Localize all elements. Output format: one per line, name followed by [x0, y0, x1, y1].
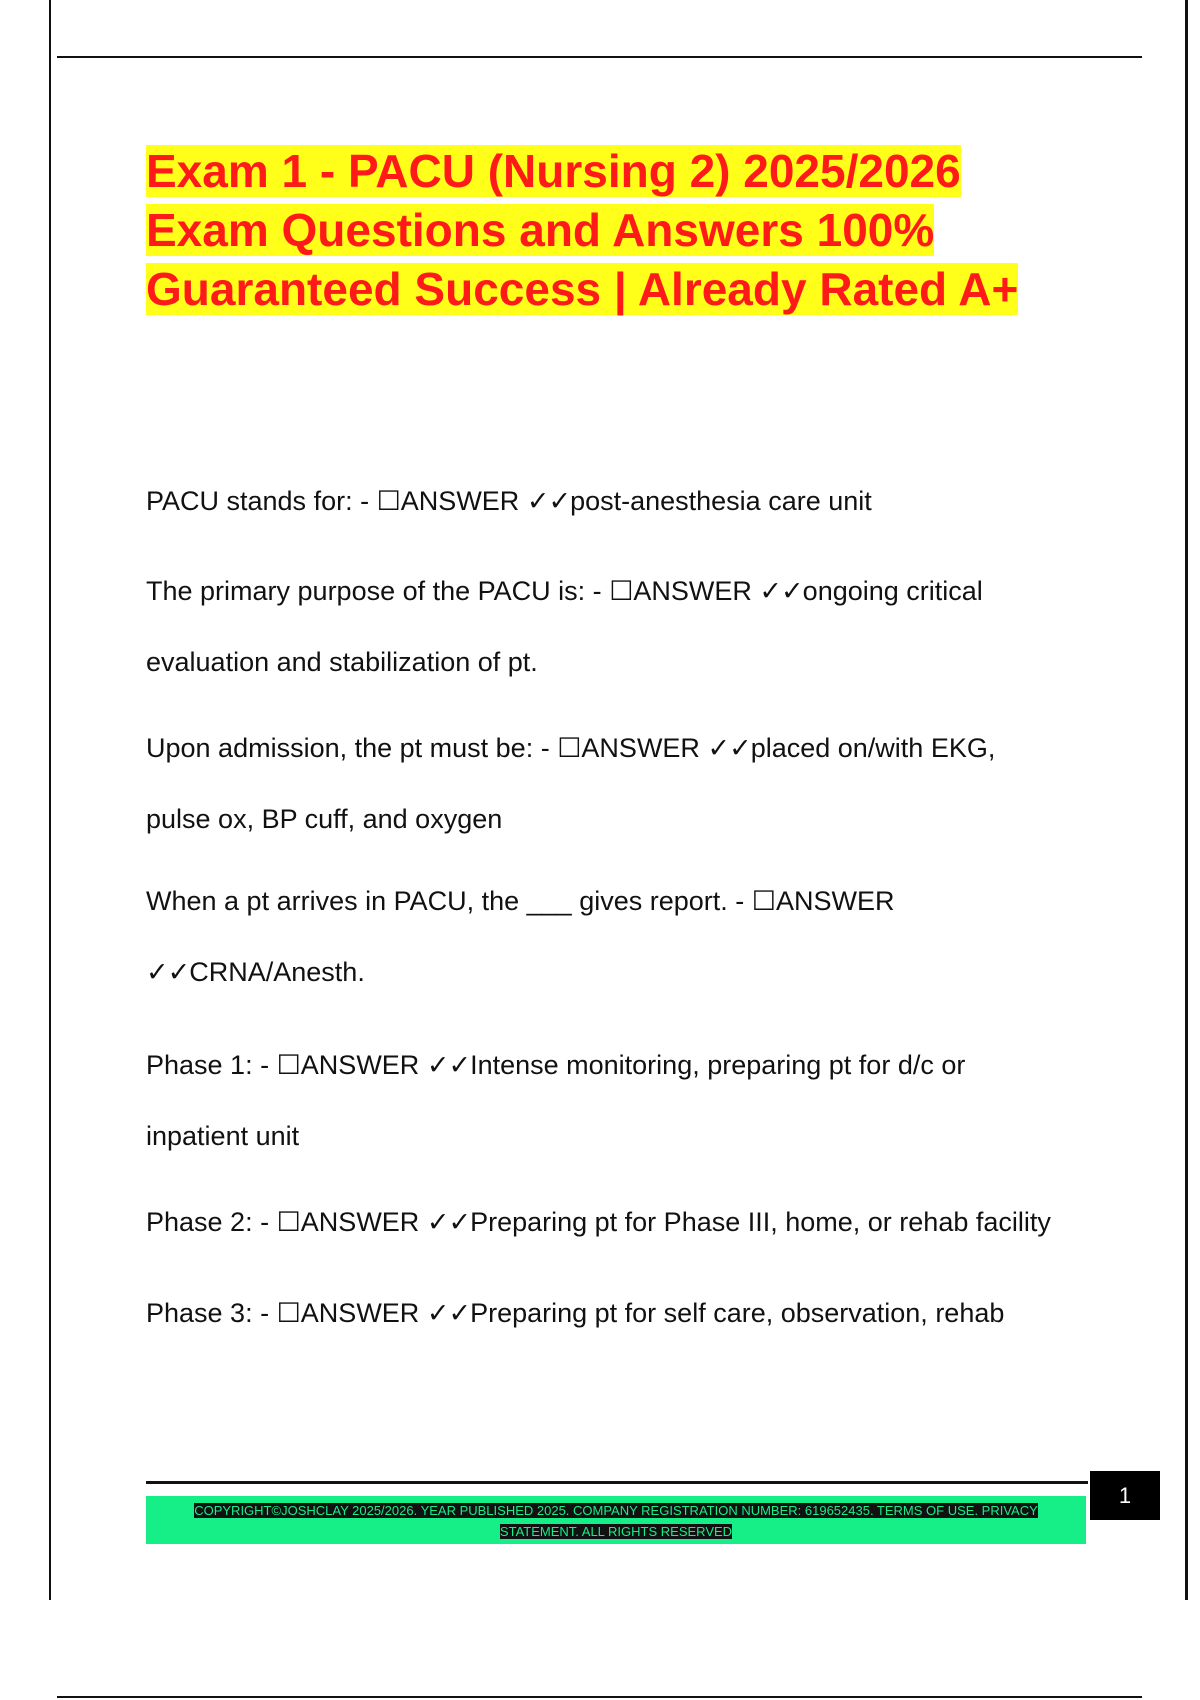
qa-item-3 [146, 713, 1096, 855]
question-text: PACU stands for: - [146, 486, 370, 516]
bottom-rule [57, 1696, 1142, 1698]
copyright-line-2: STATEMENT. ALL RIGHTS RESERVED [499, 1524, 733, 1539]
qa-item-1 [146, 466, 1096, 537]
question-text: Phase 3: - [146, 1298, 270, 1328]
answer-marker: ☐ANSWER [751, 886, 895, 916]
copyright-line-1: COPYRIGHT©JOSHCLAY 2025/2026. YEAR PUBLISHED 2025. COMPANY REGISTRATION NUMBER: 619652435. TERMS OF USE. PRIVACY [194, 1503, 1038, 1518]
copyright-footer [146, 1496, 1086, 1544]
check-mark-icon: ✓✓ [426, 1298, 471, 1328]
answer-text-continued: pulse ox, BP cuff, and oxygen [146, 804, 503, 834]
question-text: Upon admission, the pt must be: - [146, 733, 550, 763]
top-rule [57, 56, 1142, 58]
check-mark-icon: ✓✓ [759, 576, 803, 606]
qa-item-6 [146, 1187, 1096, 1258]
answer-marker: ☐ANSWER [376, 486, 520, 516]
question-text: The primary purpose of the PACU is: - [146, 576, 602, 606]
answer-text: Intense monitoring, preparing pt for d/c or [470, 1050, 966, 1080]
answer-marker: ☐ANSWER [557, 733, 700, 763]
answer-marker: ☐ANSWER [276, 1207, 420, 1237]
qa-item-2 [146, 556, 1096, 698]
answer-text: CRNA/Anesth. [189, 957, 365, 987]
question-text: Phase 2: - [146, 1207, 270, 1237]
answer-marker: ☐ANSWER [609, 576, 752, 606]
check-mark-icon: ✓✓ [426, 1050, 471, 1080]
answer-text-continued: inpatient unit [146, 1121, 300, 1151]
answer-text: Preparing pt for self care, observation, rehab [470, 1298, 1005, 1328]
question-text: Phase 1: - [146, 1050, 270, 1080]
check-mark-icon: ✓✓ [707, 733, 751, 763]
page-number: 1 [1090, 1471, 1160, 1520]
footer-rule [146, 1481, 1088, 1484]
check-mark-icon: ✓✓ [526, 486, 571, 516]
title-line-3: Guaranteed Success | Already Rated A+ [146, 263, 1019, 315]
qa-item-5 [146, 1030, 1096, 1172]
left-border-line [49, 0, 51, 1600]
check-mark-icon: ✓✓ [146, 957, 190, 987]
document-title [146, 142, 1086, 319]
answer-text: Preparing pt for Phase III, home, or rehab facility [470, 1207, 1051, 1237]
title-line-1: Exam 1 - PACU (Nursing 2) 2025/2026 [146, 145, 961, 197]
title-line-2: Exam Questions and Answers 100% [146, 204, 935, 256]
right-border-line [1185, 0, 1188, 1600]
question-text: When a pt arrives in PACU, the ___ gives report. - [146, 886, 745, 916]
answer-text-continued: evaluation and stabilization of pt. [146, 647, 538, 677]
check-mark-icon: ✓✓ [426, 1207, 471, 1237]
answer-text: post-anesthesia care unit [570, 486, 872, 516]
answer-text: placed on/with EKG, [750, 733, 996, 763]
qa-item-4 [146, 866, 1096, 1008]
answer-text: ongoing critical [802, 576, 983, 606]
answer-marker: ☐ANSWER [276, 1050, 420, 1080]
qa-item-7 [146, 1278, 1096, 1349]
answer-marker: ☐ANSWER [276, 1298, 420, 1328]
